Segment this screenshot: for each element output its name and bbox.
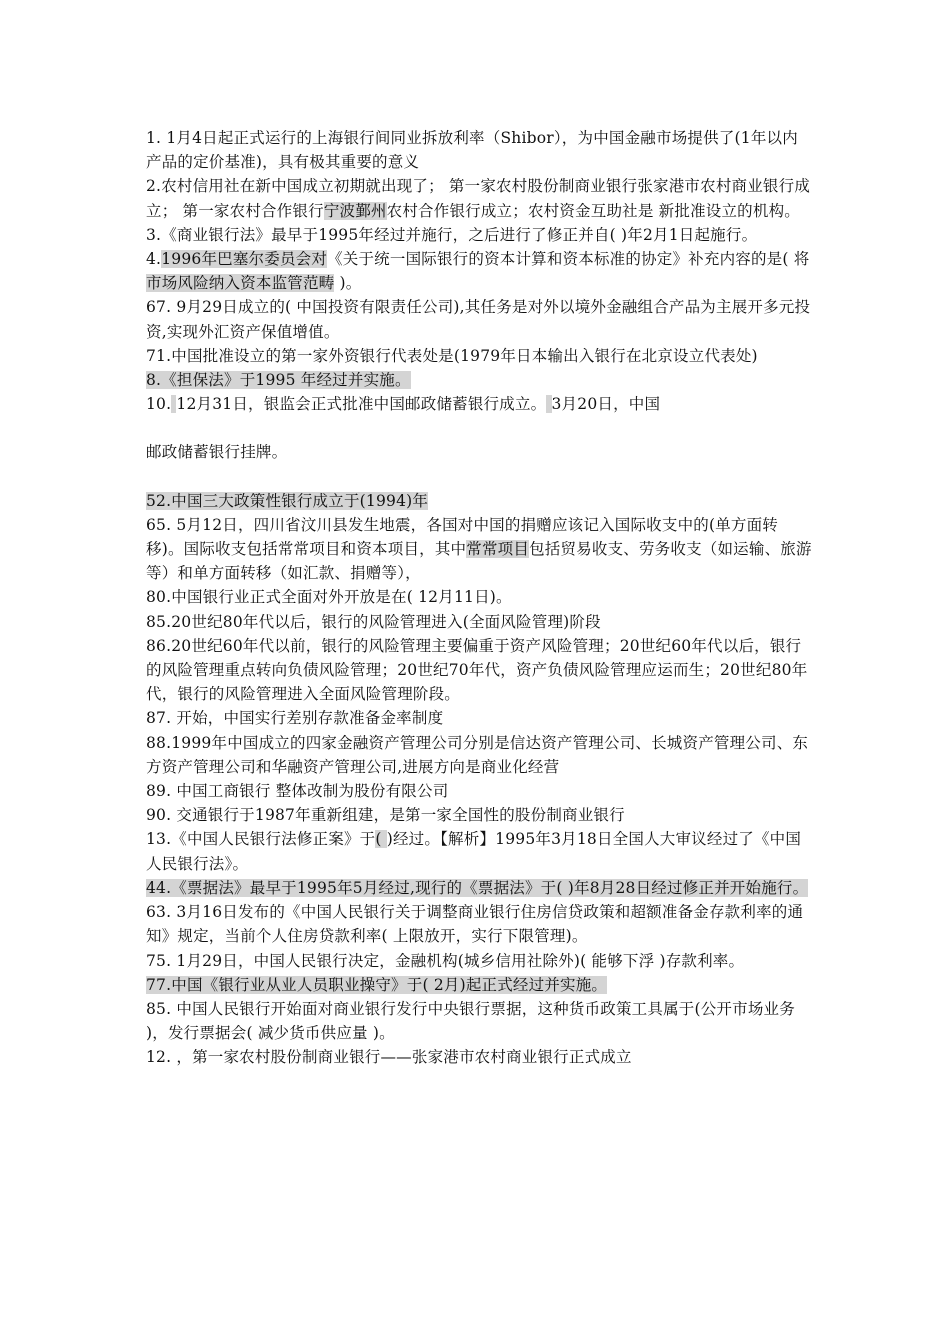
question-item — [146, 126, 812, 174]
highlighted-text: 1996年巴塞尔委员会对 — [161, 250, 328, 269]
question-item — [146, 779, 812, 803]
item-text: 13.《中国人民银行法修正案》于 — [146, 830, 376, 849]
question-item — [146, 1045, 812, 1069]
question-item — [146, 344, 812, 368]
item-text: 4. — [146, 250, 162, 269]
item-text: 89. 中国工商银行 整体改制为股份有限公司 — [146, 782, 449, 801]
question-item — [146, 900, 812, 948]
item-text: 1. 1月4日起正式运行的上海银行间同业拆放利率（Shibor），为中国金融市场提供了(1年以内产品的定价基准)，具有极其重要的意义 — [146, 129, 798, 172]
highlighted-text: 宁波鄞州 — [323, 201, 387, 220]
question-item — [146, 634, 812, 707]
item-text: 10. — [146, 395, 172, 414]
highlighted-text: 常常项目 — [466, 540, 530, 559]
question-item — [146, 585, 812, 609]
question-item — [146, 731, 812, 779]
item-text: 85. 中国人民银行开始面对商业银行发行中央银行票据，这种货币政策工具属于(公开市场业务 )，发行票据会( 减少货币供应量 )。 — [146, 999, 795, 1043]
question-item — [146, 513, 812, 586]
item-text: 65. 5月12日，四川省汶川县发生地震，各国对中国的捐赠应该记入国际收支中的(单方面转移)。国际收支包括常常项目和资本项目，其中 — [146, 515, 779, 559]
item-text: 86.20世纪60年代以前，银行的风险管理主要偏重于资产风险管理；20世纪60年代以后，银行的风险管理重点转向负债风险管理；20世纪70年代，资产负债风险管理应运而生；20世纪80年代，银行的风险管理进入全面风险管理阶段。 — [146, 636, 808, 704]
item-text: 71.中国批准设立的第一家外资银行代表处是(1979年日本输出入银行在北京设立代表处) — [146, 346, 758, 365]
highlighted-text: 77.中国《银行业从业人员职业操守》于( 2月)起正式经过并实施。 — [146, 975, 608, 994]
question-item — [146, 223, 812, 247]
question-item — [146, 949, 812, 973]
blank-line — [146, 465, 812, 489]
item-text: 88.1999年中国成立的四家金融资产管理公司分别是信达资产管理公司、长城资产管理公司、东方资产管理公司和华融资产管理公司,进展方向是商业化经营 — [146, 733, 809, 776]
document-page — [146, 126, 812, 1070]
item-text: 邮政储蓄银行挂牌。 — [146, 443, 288, 462]
item-text: 3月20日，中国 — [551, 395, 661, 414]
question-item — [146, 706, 812, 730]
question-item — [146, 440, 812, 464]
item-text: 3.《商业银行法》最早于1995年经过并施行，之后进行了修正并自( )年2月1日起施行。 — [146, 225, 758, 244]
item-text: 农村合作银行成立；农村资金互助社是 新批准设立的机构。 — [386, 201, 800, 220]
question-item — [146, 247, 812, 295]
item-text: 《关于统一国际银行的资本计算和资本标准的协定》补充内容的是( 将 — [327, 250, 810, 269]
item-text: 2.农村信用社在新中国成立初期就出现了； 第一家农村股份制商业银行张家港市农村商业银行成立； 第一家农村合作银行 — [146, 177, 811, 220]
item-text: 包括贸易收支、劳务收支（如运输、旅游等）和单方面转移（如汇款、捐赠等）， — [146, 540, 812, 583]
question-item — [146, 295, 812, 343]
item-text: 87. 开始，中国实行差别存款准备金率制度 — [146, 709, 444, 728]
item-text: 12月31日，银监会正式批准中国邮政储蓄银行成立。 — [176, 395, 547, 414]
question-item — [146, 489, 812, 513]
question-item — [146, 368, 812, 392]
question-item — [146, 803, 812, 827]
item-text: 80.中国银行业正式全面对外开放是在( 12月11日)。 — [146, 588, 512, 607]
highlighted-text: 8.《担保法》于1995 年经过并实施。 — [146, 371, 411, 390]
highlighted-text: 52.中国三大政策性银行成立于(1994)年 — [146, 491, 429, 510]
highlighted-text: ( — [375, 830, 387, 849]
question-item — [146, 973, 812, 997]
highlighted-text: 市场风险纳入资本监管范畴 — [146, 274, 335, 293]
item-text: 67. 9月29日成立的( 中国投资有限责任公司),其任务是对外以境外金融组合产品为主展开多元投资,实现外汇资产保值增值。 — [146, 298, 811, 341]
item-text: 12. ，第一家农村股份制商业银行——张家港市农村商业银行正式成立 — [146, 1048, 632, 1067]
question-item — [146, 610, 812, 634]
blank-line — [146, 416, 812, 440]
item-text: 85.20世纪80年代以后，银行的风险管理进入(全面风险管理)阶段 — [146, 612, 601, 631]
highlighted-text: 44.《票据法》最早于1995年5月经过,现行的《票据法》于( )年8月28日经过修正并开始施行。 — [146, 878, 809, 897]
question-item — [146, 392, 812, 416]
item-text: )经过。【解析】1995年3月18日全国人大审议经过了《中国人民银行法》。 — [146, 830, 802, 873]
question-item — [146, 174, 812, 222]
item-text: )。 — [334, 274, 362, 293]
question-item — [146, 876, 812, 900]
question-item — [146, 997, 812, 1045]
item-text: 75. 1月29日，中国人民银行决定，金融机构(城乡信用社除外)( 能够下浮 )存款利率。 — [146, 951, 745, 970]
item-text: 63. 3月16日发布的《中国人民银行关于调整商业银行住房信贷政策和超额准备金存款利率的通知》规定，当前个人住房贷款利率( 上限放开，实行下限管理)。 — [146, 903, 804, 946]
question-item — [146, 827, 812, 875]
item-text: 90. 交通银行于1987年重新组建，是第一家全国性的股份制商业银行 — [146, 806, 625, 825]
